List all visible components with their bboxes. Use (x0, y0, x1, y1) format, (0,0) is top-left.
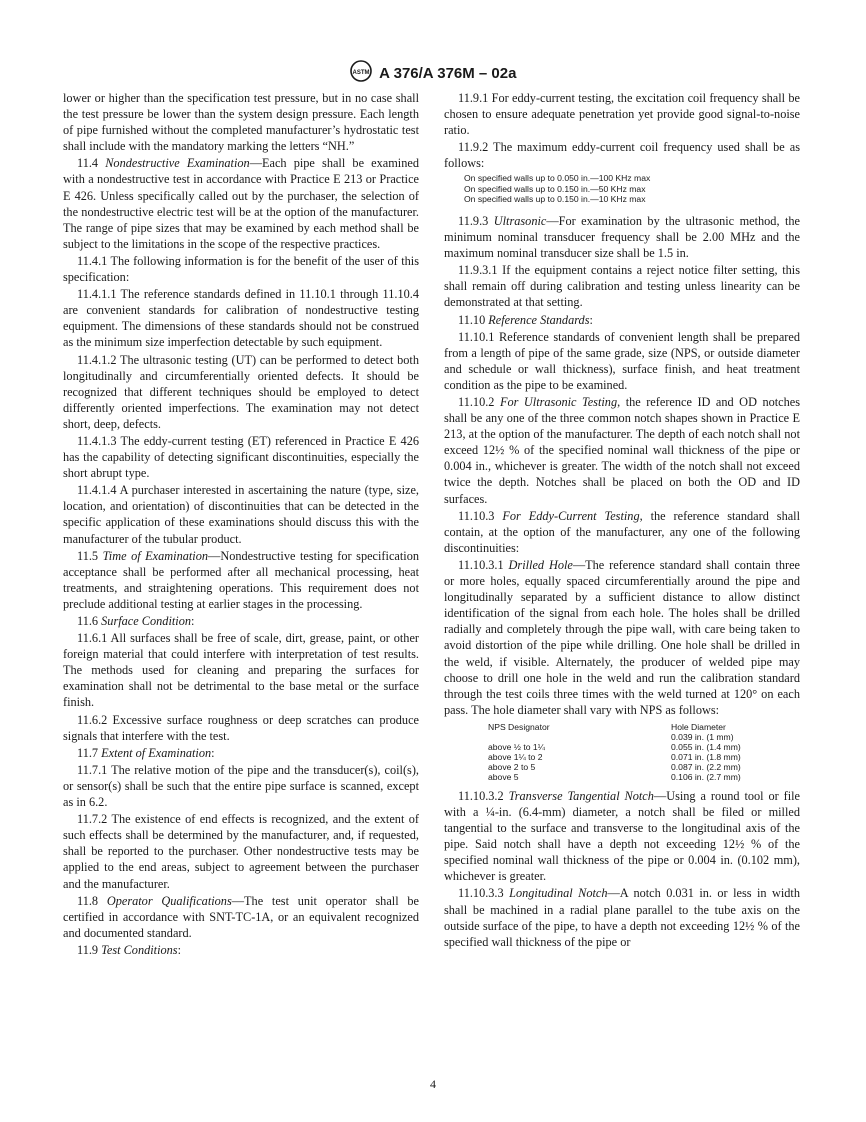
section-11-10: 11.10 Reference Standards: (458, 312, 593, 327)
paragraph: lower or higher than the specification test pressure, but in no case shall the test pressure be lower than the system design pressure. Each length of pipe furnished without the completed manufacturer’s hydrostatic test shall include with the mandatory marking the letters “NH.” (63, 91, 419, 154)
table-row (488, 742, 741, 752)
section-11-9-2: 11.9.2 The maximum eddy-current coil frequency used shall be as follows: (444, 140, 800, 171)
frequency-list (464, 173, 800, 205)
table-row (488, 772, 741, 782)
table-cell: above ½ to 1¼ (488, 741, 545, 752)
table-cell: 0.039 in. (1 mm) (671, 731, 734, 742)
section-11-10-3-3: 11.10.3.3 Longitudinal Notch—A notch 0.031 in. or less in width shall be machined in a radial plane parallel to the tube axis on the outside surface of the pipe, to have a depth not exceeding 12½ % of the specified wall thickness of the pipe or (444, 886, 800, 949)
section-11-10-3-1: 11.10.3.1 Drilled Hole—The reference standard shall contain three or more holes, equally spaced circumferentially around the pipe and longitudinally separated by a sufficient distance to allow distinct identification of the signal from each hole. The holes shall be drilled radially and completely through the pipe wall, with care being taken to avoid distortion of the pipe while drilling. One hole shall be drilled in the weld, if visible. Alternately, the producer of welded pipe may choose to drill one hole in the weld and run the calibration standard through the test coils three times with the weld turned at 120° on each pass. The hole diameter shall vary with NPS as follows: (444, 557, 800, 717)
section-11-4-1-3: 11.4.1.3 The eddy-current testing (ET) referenced in Practice E 426 has the capability of detecting significant discontinuities, especially the short abrupt type. (63, 433, 419, 481)
section-11-10-3-2: 11.10.3.2 Transverse Tangential Notch—Using a round tool or file with a ¼-in. (6.4-mm) diameter, a notch shall be filed or milled tangential to the surface and transverse to the longitudinal axis of the pipe. Said notch shall have a depth not exceeding 12½ % of the specified nominal wall thickness of the pipe or 0.004 in. (0.102 mm), whichever is greater. (444, 788, 801, 884)
page-header (0, 60, 866, 86)
page-number: 4 (430, 1077, 436, 1091)
section-11-5: 11.5 Time of Examination—Nondestructive testing for specification acceptance shall be performed after all mechanical processing, heat treatments, and straightening operations. This requirement does not preclude additional testing at earlier stages in the processing. (63, 548, 419, 611)
table-cell: above 1¼ to 2 (488, 751, 543, 762)
section-11-7: 11.7 Extent of Examination: (77, 745, 215, 760)
table-header: NPS Designator (488, 721, 550, 732)
table-row (488, 752, 741, 762)
section-11-4: 11.4 Nondestructive Examination—Each pipe shall be examined with a nondestructive test in accordance with Practice E 213 or Practice E 426. Unless specifically called out by the purchaser, the selection of the nondestructive electric test will be at the option of the manufacturer. The range of pipe sizes that may be examined by each method shall be subject to the limitations in the scope of the respective practices. (63, 156, 419, 251)
hole-diameter-table (488, 722, 741, 782)
list-item: On specified walls up to 0.050 in.—100 KHz max (464, 173, 651, 184)
list-item: On specified walls up to 0.150 in.—10 KHz max (464, 194, 646, 205)
section-11-10-1: 11.10.1 Reference standards of convenient length shall be prepared from a length of pipe of the same grade, size (NPS, or outside diameter and schedule or wall thickness), surface finish, and heat treatment condition as the pipe to be examined. (444, 329, 800, 392)
table-row (488, 732, 741, 742)
left-column (63, 90, 419, 959)
section-11-7-1: 11.7.1 The relative motion of the pipe and the transducer(s), coil(s), or sensor(s) shall be such that the entire pipe surface is scanned, except as in 6.2. (63, 762, 419, 810)
table-header: Hole Diameter (671, 721, 726, 732)
table-cell: 0.106 in. (2.7 mm) (671, 771, 741, 782)
table-cell: 0.071 in. (1.8 mm) (671, 751, 741, 762)
section-11-10-3: 11.10.3 For Eddy-Current Testing, the reference standard shall contain, at the option of the manufacturer, any one of the following discontinuities: (444, 508, 801, 555)
right-column (444, 90, 800, 951)
astm-logo (350, 60, 372, 86)
table-cell: above 2 to 5 (488, 761, 536, 772)
standard-designation: A 376/A 376M – 02a (379, 65, 517, 82)
section-11-4-1-1: 11.4.1.1 The reference standards defined in 11.10.1 through 11.10.4 are convenient standards for calibration of nondestructive testing equipment. The dimensions of these standards should not be construed as the minimum size imperfection detectable by such equipment. (63, 287, 419, 350)
section-11-8: 11.8 Operator Qualifications—The test unit operator shall be certified in accordance with SNT-TC-1A, or an equivalent recognized and documented standard. (63, 893, 419, 940)
list-item: On specified walls up to 0.150 in.—50 KHz max (464, 183, 646, 194)
section-11-9-1: 11.9.1 For eddy-current testing, the excitation coil frequency shall be chosen to ensure adequate penetration yet provide good signal-to-noise ratio. (444, 91, 800, 138)
section-11-6-2: 11.6.2 Excessive surface roughness or deep scratches can produce signals that interfere with the test. (63, 712, 419, 743)
section-11-4-1-2: 11.4.1.2 The ultrasonic testing (UT) can be performed to detect both longitudinally and circumferentially oriented defects. It should be recognized that different techniques should be employed to detect differently oriented imperfections. The examination may not detect short, deep, defects. (63, 352, 419, 431)
table-cell (488, 732, 671, 742)
table-cell: 0.087 in. (2.2 mm) (671, 761, 741, 772)
section-11-6-1: 11.6.1 All surfaces shall be free of scale, dirt, grease, paint, or other foreign material that could interfere with interpretation of test results. The methods used for cleaning and preparing the surfaces for examination shall not be detrimental to the base metal or the surface finish. (63, 631, 419, 710)
section-11-6: 11.6 Surface Condition: (77, 614, 195, 628)
table-cell: 0.055 in. (1.4 mm) (671, 741, 741, 752)
section-11-9: 11.9 Test Conditions: (77, 942, 182, 957)
section-11-7-2: 11.7.2 The existence of end effects is recognized, and the extent of such effects shall be determined by the manufacturer, and, if requested, shall be reported to the purchaser. Other nondestructive tests may be applied to the end areas, subject to agreement between the purchaser and the manufacturer. (63, 812, 419, 891)
table-row (488, 762, 741, 772)
table-cell: above 5 (488, 771, 519, 782)
section-11-9-3: 11.9.3 Ultrasonic—For examination by the ultrasonic method, the minimum nominal transducer frequency shall be 2.00 MHz and the maximum nominal transducer size shall be 1.5 in. (444, 213, 800, 261)
section-11-4-1-4: 11.4.1.4 A purchaser interested in ascertaining the nature (type, size, location, and orientation) of discontinuities that can be detected in the specific application of these examinations should discuss this with the manufacturer of the tubular product. (63, 483, 419, 546)
table-header-row (488, 722, 741, 732)
section-11-9-3-1: 11.9.3.1 If the equipment contains a reject notice filter setting, this shall remain off during calibration and testing unless linearity can be demonstrated at that setting. (444, 263, 800, 310)
svg-text:ASTM: ASTM (352, 70, 370, 76)
section-11-10-2: 11.10.2 For Ultrasonic Testing, the reference ID and OD notches shall be any one of the three common notch shapes shown in Practice E 213, at the option of the manufacturer. The depth of each notch shall not exceed 12½ % of the specified nominal wall thickness of the pipe or 0.004 in., whichever is greater. The width of the notch shall not exceed twice the depth. Notches shall be placed on both the OD and ID surfaces. (444, 395, 801, 506)
section-11-4-1: 11.4.1 The following information is for the benefit of the user of this specification: (63, 253, 419, 285)
